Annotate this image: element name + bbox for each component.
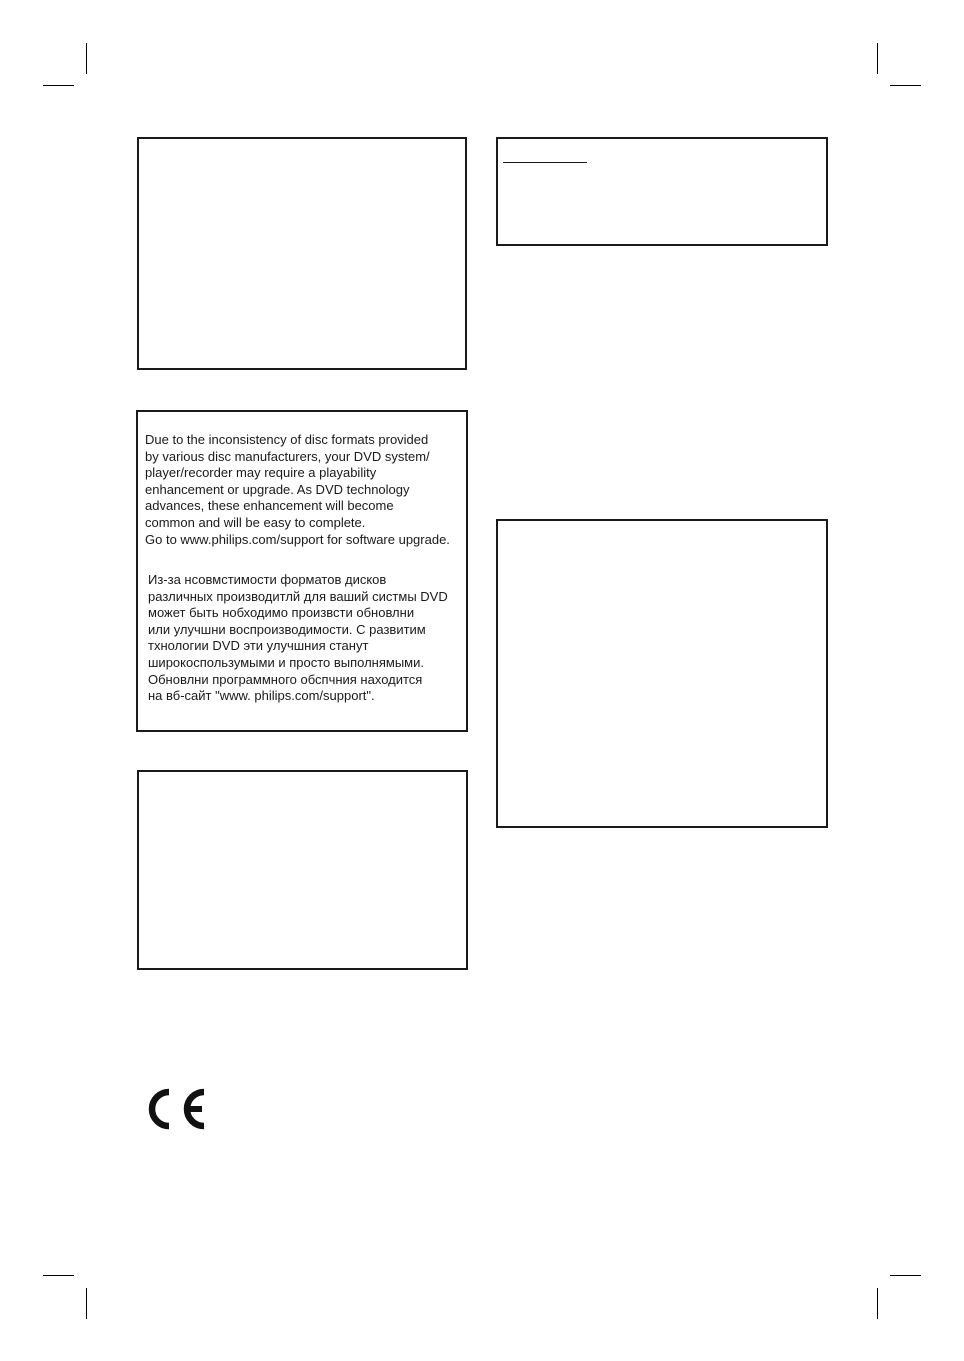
crop-mark-bottom-left-vertical bbox=[86, 1288, 87, 1319]
empty-frame-middle-right bbox=[496, 519, 828, 828]
notice-russian-line: Из-за нсовмстимости форматов дисков bbox=[148, 572, 387, 587]
notice-english bbox=[145, 432, 467, 548]
notice-russian bbox=[148, 572, 464, 705]
notice-english-line: by various disc manufacturers, your DVD system/ bbox=[145, 448, 430, 464]
crop-mark-top-left-horizontal bbox=[43, 85, 74, 86]
crop-mark-top-right-horizontal bbox=[890, 85, 921, 86]
crop-mark-bottom-right-vertical bbox=[877, 1288, 878, 1319]
empty-frame-top-left bbox=[137, 137, 467, 370]
notice-english-line: advances, these enhancement will become bbox=[145, 498, 394, 514]
notice-russian-line: широкоспользумыми и просто выполнямыми. bbox=[148, 654, 424, 670]
heading-underline bbox=[503, 162, 587, 163]
notice-russian-line: различных производитлй для ваший систмы DVD bbox=[148, 588, 448, 604]
crop-mark-bottom-left-horizontal bbox=[43, 1275, 74, 1276]
empty-frame-bottom-left bbox=[137, 770, 468, 970]
notice-russian-line: Обновлни программного обспчния находится bbox=[148, 671, 423, 687]
notice-english-line: common and will be easy to complete. bbox=[145, 514, 366, 530]
notice-english-line: enhancement or upgrade. As DVD technology bbox=[145, 481, 410, 497]
playability-notice-frame bbox=[136, 410, 468, 732]
crop-mark-bottom-right-horizontal bbox=[890, 1275, 921, 1276]
empty-frame-top-right bbox=[496, 137, 828, 246]
notice-english-line: player/recorder may require a playability bbox=[145, 465, 377, 481]
notice-russian-line: на вб-сайт "www. philips.com/support". bbox=[148, 688, 375, 704]
crop-mark-top-left-vertical bbox=[86, 43, 87, 74]
notice-english-line: Go to www.philips.com/support for software upgrade. bbox=[145, 531, 450, 547]
notice-russian-line: может быть нобходимо произвсти обновлни bbox=[148, 605, 415, 621]
ce-mark-icon bbox=[144, 1086, 208, 1132]
notice-russian-line: тxнологии DVD эти улучшния станут bbox=[148, 638, 369, 654]
notice-russian-line: или улучшни воспроизводимости. С развитим bbox=[148, 621, 426, 637]
crop-mark-top-right-vertical bbox=[877, 43, 878, 74]
notice-english-line: Due to the inconsistency of disc formats provided bbox=[145, 432, 429, 447]
